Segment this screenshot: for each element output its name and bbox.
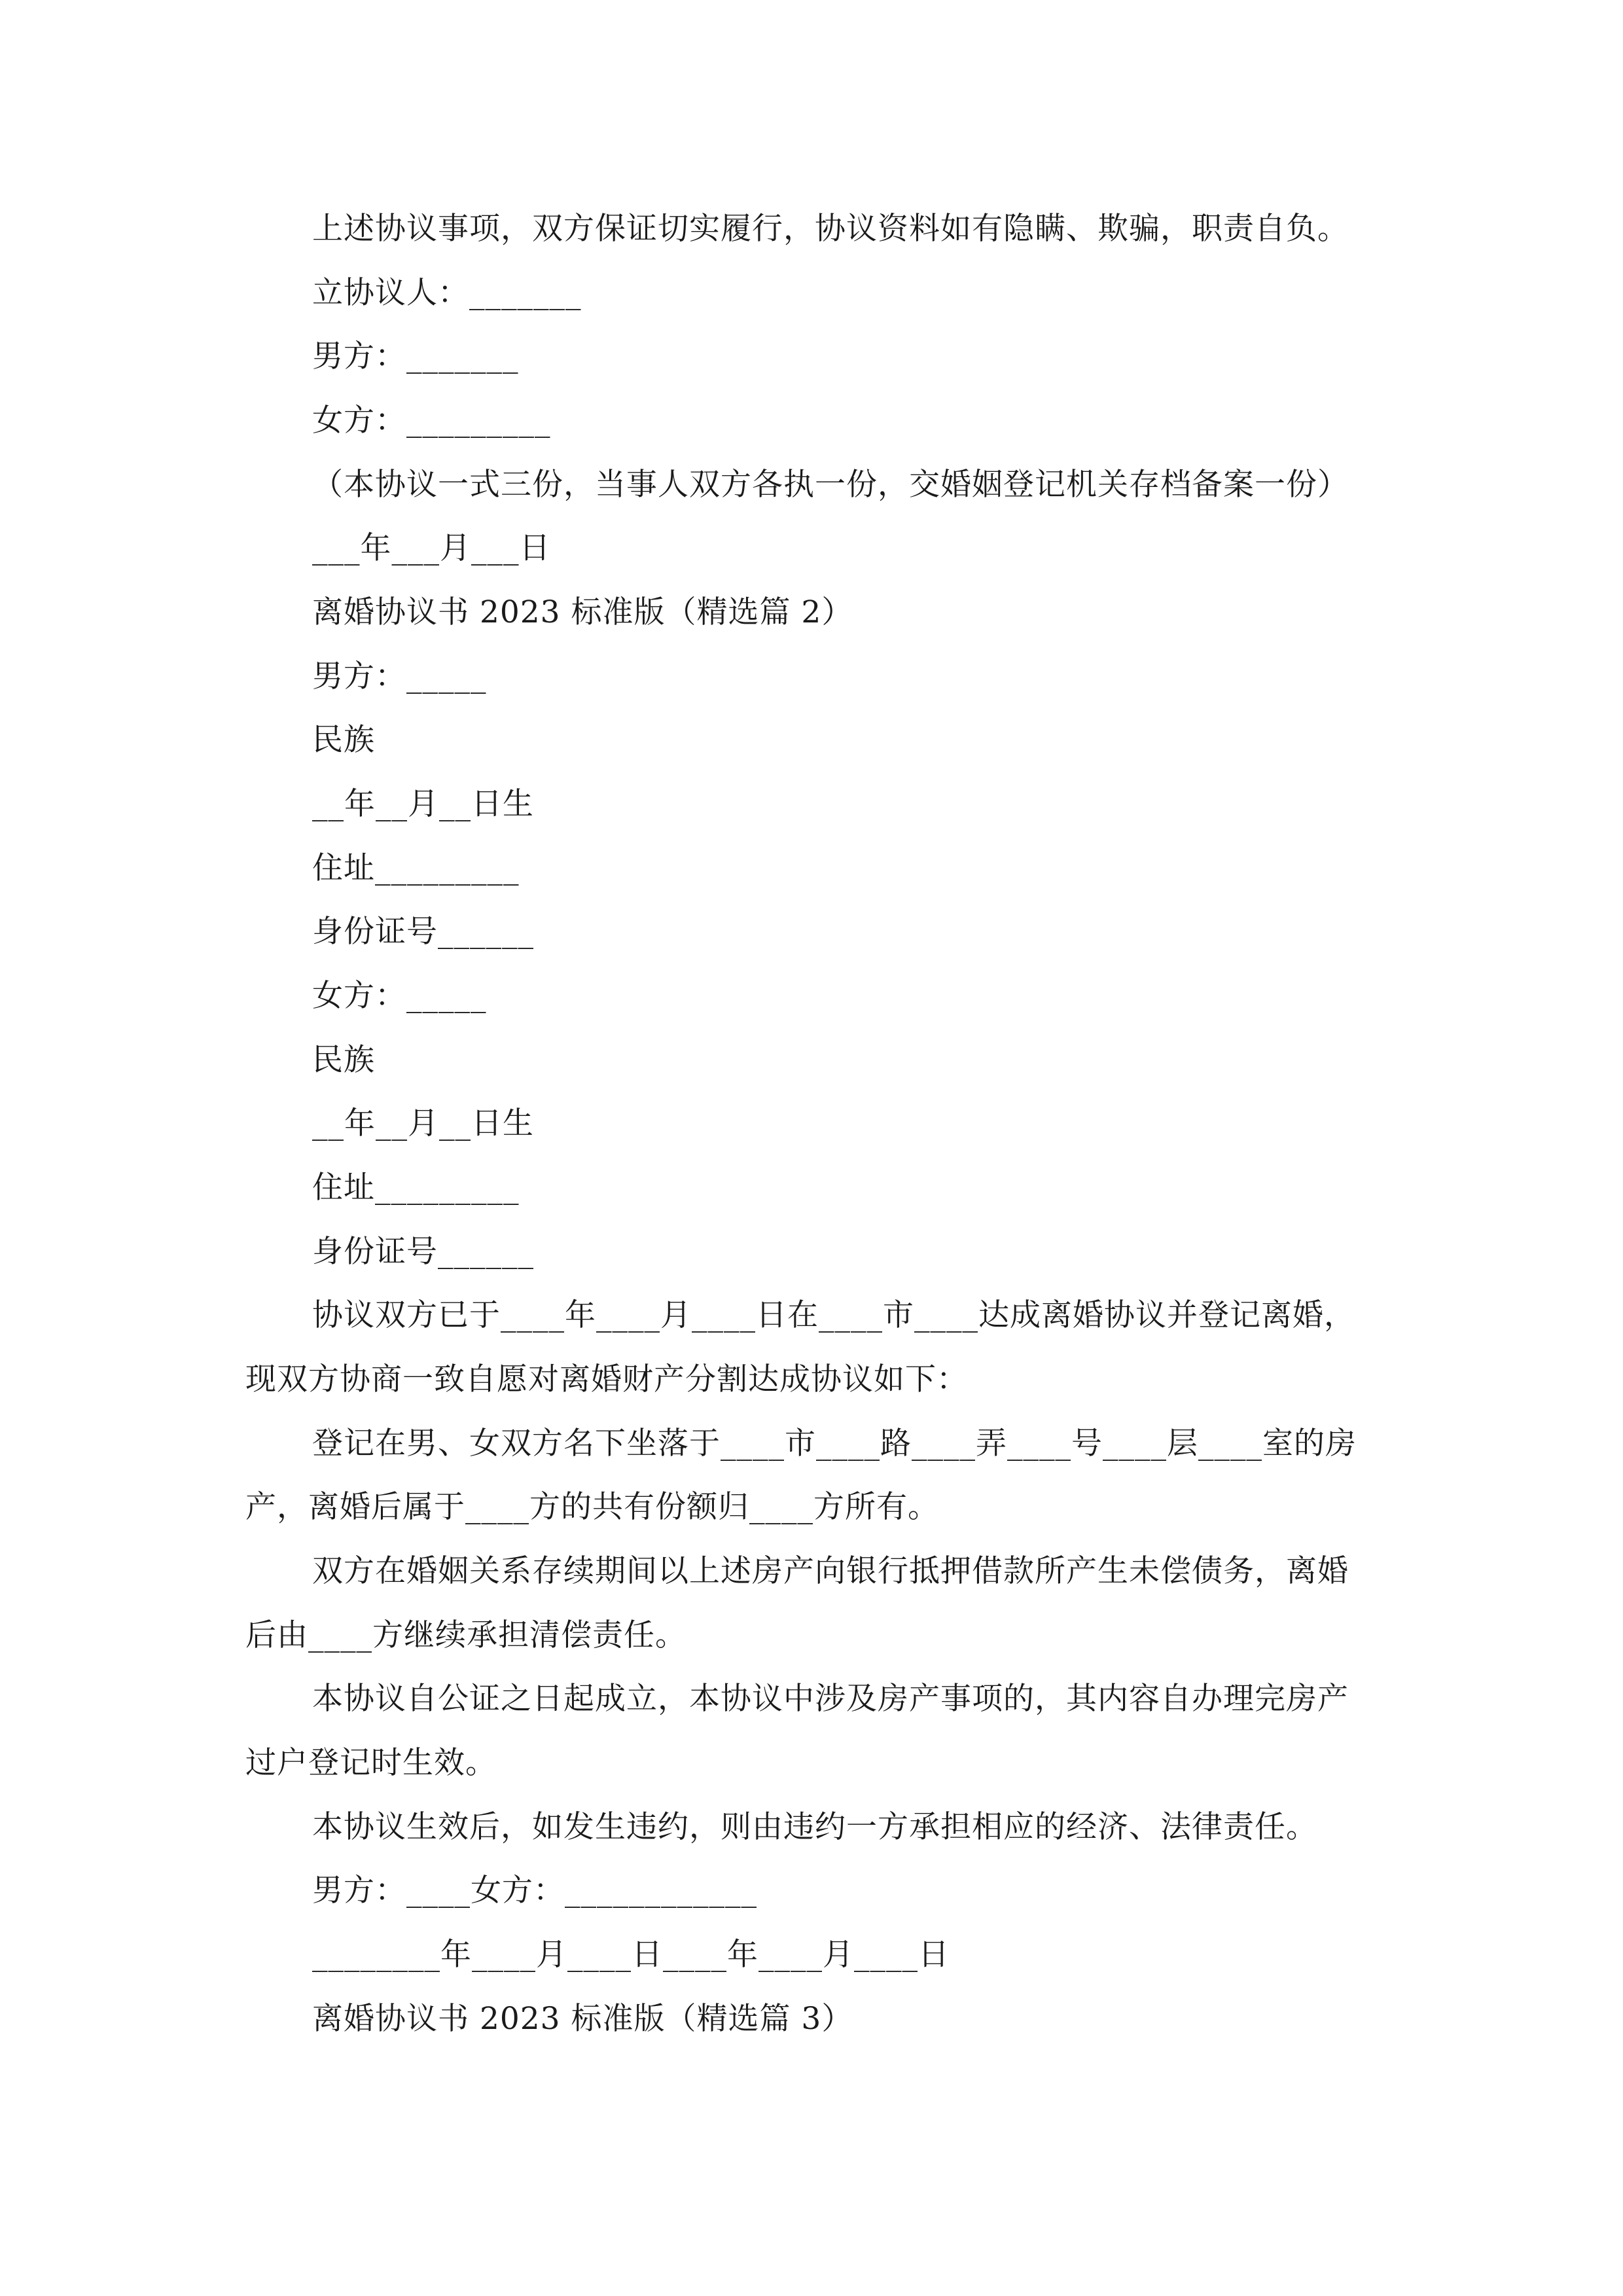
male-id-number: 身份证号______	[312, 914, 534, 950]
female-birthdate: __年__月__日生	[312, 1105, 534, 1141]
female-ethnicity: 民族	[312, 1042, 375, 1078]
female-address: 住址_________	[312, 1170, 520, 1206]
paragraph-breach: 本协议生效后，如发生违约，则由违约一方承担相应的经济、法律责任。	[312, 1809, 1317, 1845]
signatory-line: 立协议人：_______	[312, 275, 582, 311]
paragraph-registration-cont: 现双方协商一致自愿对离婚财产分割达成协议如下：	[245, 1361, 968, 1397]
male-party-name: 男方：_____	[312, 658, 487, 694]
paragraph-property: 登记在男、女双方名下坐落于____市____路____弄____号____层____室的房	[312, 1426, 1357, 1462]
signature-date-line: ________年____月____日____年____月____日	[312, 1937, 950, 1973]
paragraph-debt: 双方在婚姻关系存续期间以上述房产向银行抵押借款所产生未偿债务，离婚	[312, 1553, 1349, 1589]
female-id-number: 身份证号______	[312, 1234, 534, 1270]
male-party-signature: 男方：_______	[312, 338, 519, 374]
paragraph-fulfillment: 上述协议事项，双方保证切实履行，协议资料如有隐瞒、欺骗，职责自负。	[312, 211, 1349, 247]
signature-line: 男方：____女方：____________	[312, 1873, 757, 1909]
section-heading-3: 离婚协议书 2023 标准版（精选篇 3）	[312, 2001, 853, 2037]
male-ethnicity: 民族	[312, 722, 375, 758]
copies-note: （本协议一式三份，当事人双方各执一份，交婚姻登记机关存档备案一份）	[312, 467, 1349, 503]
paragraph-debt-cont: 后由____方继续承担清偿责任。	[245, 1617, 687, 1653]
male-address: 住址_________	[312, 850, 520, 886]
female-party-signature: 女方：_________	[312, 403, 551, 439]
paragraph-property-cont: 产，离婚后属于____方的共有份额归____方所有。	[245, 1489, 939, 1525]
female-party-name: 女方：_____	[312, 978, 487, 1014]
paragraph-registration: 协议双方已于____年____月____日在____市____达成离婚协议并登记离婚，	[312, 1297, 1355, 1333]
paragraph-effective-cont: 过户登记时生效。	[245, 1745, 497, 1781]
paragraph-effective: 本协议自公证之日起成立，本协议中涉及房产事项的，其内容自办理完房产	[312, 1681, 1349, 1717]
male-birthdate: __年__月__日生	[312, 786, 534, 822]
section-heading-2: 离婚协议书 2023 标准版（精选篇 2）	[312, 594, 853, 630]
date-line: ___年___月___日	[312, 530, 551, 566]
